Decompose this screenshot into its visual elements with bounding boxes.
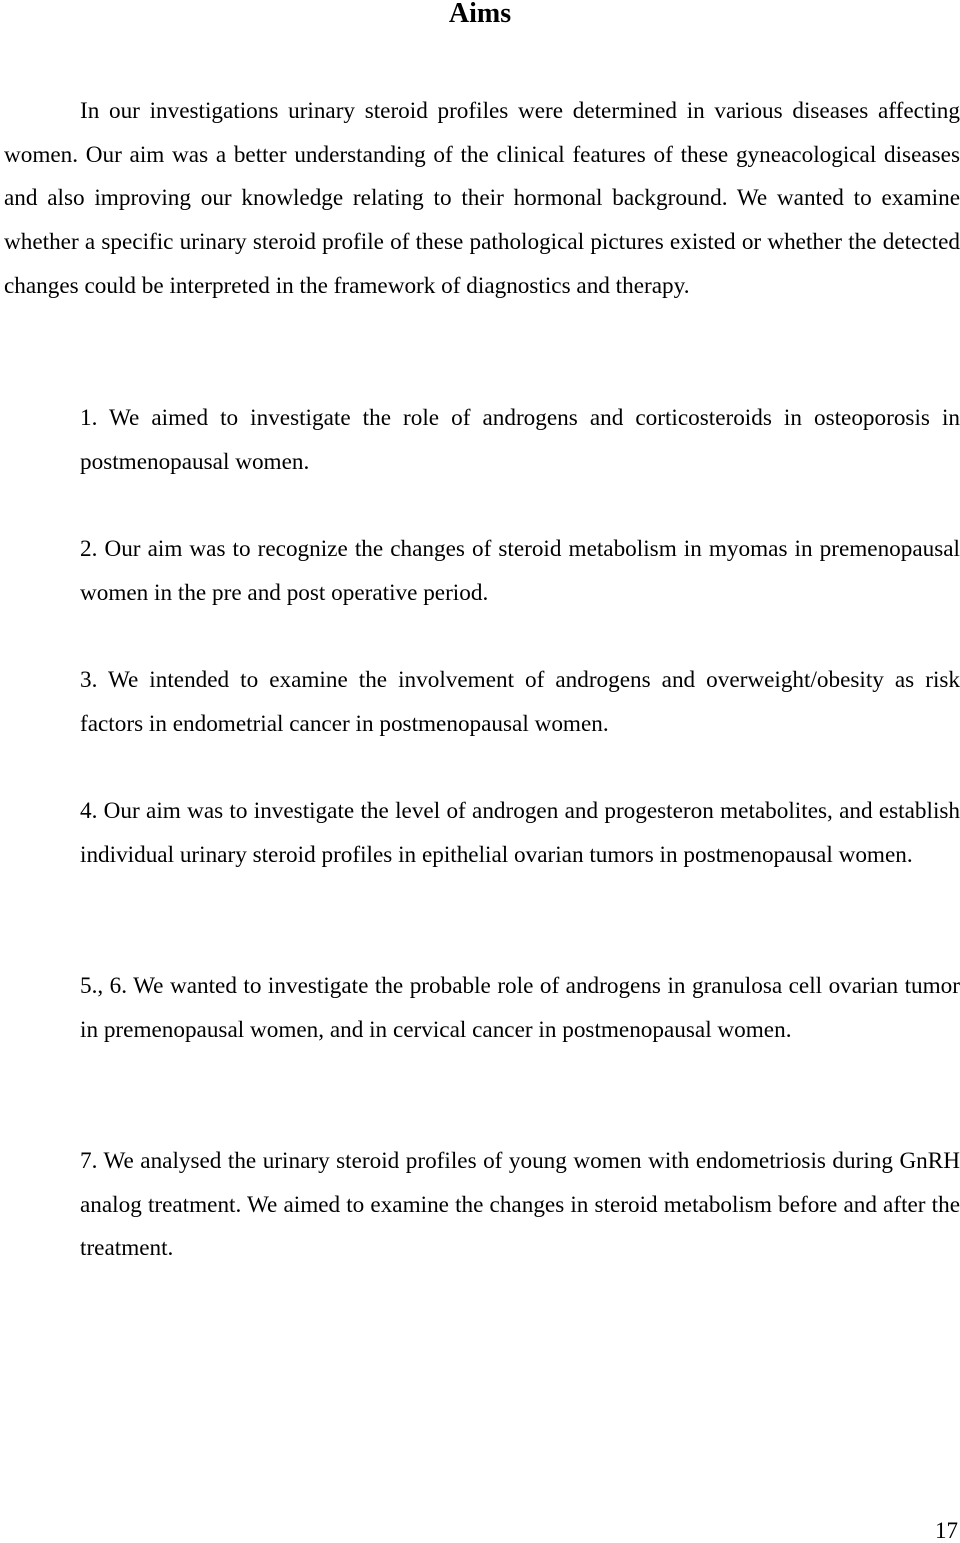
aim-item-4: 4. Our aim was to investigate the level of androgen and progesteron metabolites, and establish individual urinary steroid profiles in epithelial ovarian tumors in postmenopausal women. — [80, 798, 960, 868]
intro-paragraph: In our investigations urinary steroid profiles were determined in various diseases affecting women. Our aim was a better understanding of the clinical features of these gyneacological diseases and also improving our knowledge relating to their hormonal background. We wanted to examine whether a specific urinary steroid profile of these pathological pictures existed or whether the detected changes could be interpreted in the framework of diagnostics and therapy. — [4, 98, 960, 299]
page-number: 17 — [935, 1518, 958, 1543]
page-title: Aims — [448, 0, 512, 29]
aim-item-1: 1. We aimed to investigate the role of androgens and corticosteroids in osteoporosis in postmenopausal women. — [80, 405, 960, 475]
aim-item-3: 3. We intended to examine the involvement of androgens and overweight/obesity as risk factors in endometrial cancer in postmenopausal women. — [80, 667, 960, 737]
aim-item-7: 7. We analysed the urinary steroid profiles of young women with endometriosis during GnRH analog treatment. We aimed to examine the changes in steroid metabolism before and after the treatment. — [80, 1148, 960, 1262]
aim-item-5-6: 5., 6. We wanted to investigate the probable role of androgens in granulosa cell ovarian tumor in premenopausal women, and in cervical cancer in postmenopausal women. — [80, 973, 960, 1043]
aim-item-2: 2. Our aim was to recognize the changes of steroid metabolism in myomas in premenopausal women in the pre and post operative period. — [80, 536, 960, 606]
